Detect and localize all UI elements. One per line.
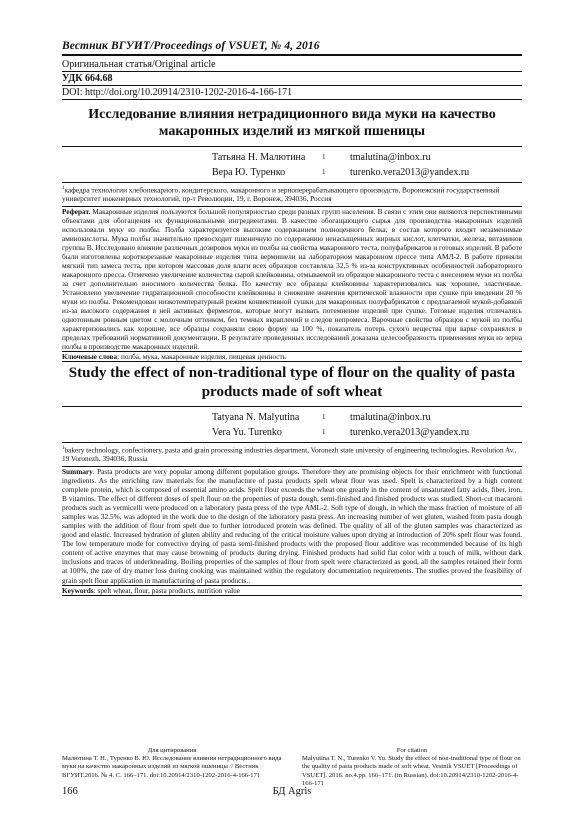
author-row bbox=[62, 150, 522, 165]
citation-heading: For citation bbox=[396, 747, 428, 754]
udk-code: УДК 664.68 bbox=[62, 73, 113, 84]
affiliation-english bbox=[62, 443, 522, 466]
keywords-label: Ключевые слова bbox=[62, 352, 118, 362]
author-superscript: 1 bbox=[322, 153, 326, 161]
affiliation-text: bakery technology, confectionery, pasta and grain processing industries department, Voronezh state university of engineering technologies, Revolution Av., 19 Voronezh, 394036, Russia bbox=[62, 445, 517, 464]
keywords-label: Keywords bbox=[62, 585, 94, 595]
title-russian: Исследование влияния нетрадиционного вида муки на качество макаронных изделий из мягкой пшеницы bbox=[88, 107, 496, 139]
affiliation-superscript: 1 bbox=[62, 186, 65, 191]
author-email[interactable]: turenko.vera2013@yandex.ru bbox=[350, 427, 470, 439]
divider bbox=[62, 361, 522, 362]
journal-header: Вестник ВГУИТ/Proceedings of VSUET, № 4, 2016 bbox=[62, 40, 320, 52]
affiliation-russian bbox=[62, 183, 522, 206]
abstract-label: Реферат. bbox=[62, 206, 91, 216]
abstract-text: . Pasta products are very popular among different population groups. Therefore they are promising objects for their enrichment with functional ingredients. As the enriching raw materials for the manufacture of pasta products spelt wheat flour was used. Spelt is characterized by a high content complete protein, which is composed of essential amino acids. Spelt flour exceeds the wheat one greatly in the content of unsaturated fatty acids, fiber, iron, B vitamins. The effect of different doses of spelt flour on the properties of pasta dough, semi-finished and finished products was studied. Short-cut macaroni products such as vermicelli were produced on a laboratory pasta press of the type AML-2. Soft type of dough, in which the mass fraction of moisture of all samples was 32.5%, was adopted in the work due to the design of the laboratory pasta press. An increasing number of wet gluten, washed from pasta dough samples with the addition of flour from spelt due to further introduced protein was defined. The quality of all of the gluten samples was characterized as good and elastic. Increased hydration of gluten ability and reducing of the critical moisture values upon drying at introduction of 20% spelt flour was found. The low temperature mode for convective drying of pasta semi-finished products with the proposed flour additive was recommended because of its high content of active enzymes that may cause browning of products during drying. Finished products had solid flat color with a touch of milk, without dark inclusions and traces of underkneading. Boiling properties of the samples of flour from spelt were characterized as good, all the samples retained their form at 100%, the rate of dry matter loss during cooking was maintained within the regulatory documentation requirements. The studies proved the feasibility of grain spelt flour application in manufacturing of pasta products.. bbox=[62, 466, 522, 585]
authors-russian bbox=[62, 147, 522, 182]
page-number: 166 bbox=[62, 786, 78, 797]
divider bbox=[62, 595, 522, 596]
citation-english bbox=[302, 747, 522, 788]
keywords-text: : spelt wheat, flour, pasta products, nutrition value bbox=[93, 585, 241, 595]
footer-agris: БД Agris bbox=[272, 786, 312, 797]
abstract-label: Summary bbox=[62, 466, 93, 476]
citation-block bbox=[62, 747, 522, 788]
author-name: Вера Ю. Туренко bbox=[212, 167, 286, 178]
author-email[interactable]: tmalutina@inbox.ru bbox=[350, 412, 431, 424]
keywords-text: : полба, мука, макаронные изделия, пищевая ценность bbox=[117, 352, 286, 362]
author-email[interactable]: tmalutina@inbox.ru bbox=[350, 152, 431, 163]
authors-english bbox=[62, 407, 522, 442]
author-row bbox=[62, 425, 522, 440]
affiliation-text: кафедра технологии хлебопекарного, кондитерского, макаронного и зерноперерабатывающего производств, Воронежский государственный университет инженерных технологий, пр-т Революции, 19, г. Воронеж, 394036, Россия bbox=[62, 185, 500, 204]
author-superscript: 1 bbox=[322, 168, 326, 176]
author-name: Татьяна Н. Малютина bbox=[212, 152, 306, 163]
title-english: Study the effect of non-traditional type of flour on the quality of pasta products made of soft wheat bbox=[68, 365, 516, 401]
citation-russian bbox=[62, 747, 282, 788]
author-superscript: 1 bbox=[322, 428, 326, 437]
author-name: Vera Yu. Turenko bbox=[212, 427, 282, 439]
author-email[interactable]: turenko.vera2013@yandex.ru bbox=[350, 167, 470, 178]
citation-text: Малютина Т. Н., Туренко В. Ю. Исследование влияния нетрадиционного вида муки на качество макаронных изделий из мягкой пшеницы // Вестник ВГУИТ.2016. № 4. С. 166–171. doi:10.20914/2310-1202-2016-4-166-171 bbox=[62, 755, 282, 779]
author-row bbox=[62, 410, 522, 425]
citation-heading: Для цитирования bbox=[147, 747, 197, 754]
header-rule bbox=[62, 54, 522, 56]
author-name: Tatyana N. Malyutina bbox=[212, 412, 300, 424]
affiliation-superscript: 1 bbox=[62, 446, 65, 452]
abstract-english bbox=[62, 467, 522, 585]
author-row bbox=[62, 165, 522, 180]
abstract-russian bbox=[62, 207, 522, 352]
divider bbox=[62, 99, 522, 100]
abstract-text: Макаронные изделия пользуются большой популярностью среди разных групп населения. В связи с этим они являются перспективными объектами для обогащения их функциональными ингредиентами. В качестве обогащающего сырья для производства макаронных изделий использовали муку из полбы. Полба характеризуется высоким содержанием полноценного белка, в состав которого входят незаменимые аминокислоты. Мука полбы значительно превосходит пшеничную по содержанию ненасыщенных жирных кислот, клетчатки, железа, витаминов группы В. Исследовано влияние различных дозировок муки из полбы на свойства макаронного теста, полуфабрикатов и готовых изделий. В работе были изготовлены короткорезаные макаронные изделия типа вермишели на лабораторном макаронном прессе типа АМЛ-2. В работе приняли мягкий тип замеса теста, при котором массовая доля влаги всех образцов составляла 32,5 % из-за конструктивных особенностей лабораторного макаронного пресса. Отмечено увеличение количества сырой клейковины, отмываемой из образцов макаронного теста с внесением муки из полбы за счет дополнительно вносимого количества белка. По качеству все образцы клейковины характеризовались как хорошие, эластичные. Установлено увеличение гидратационной способности клейковины и снижение значения критической влажности при сушке при введении 20 % муки из полбы. Рекомендован низкотемпературный режим конвективной сушки для макаронных полуфабрикатов с предлагаемой мукой-добавкой из-за высокого содержания в ней активных ферментов, которые могут вызвать потемнение изделий при сушке. Готовые изделия отличались однотонным ровным цветом с молочным оттенком, без темных вкраплений и следов непромеса. Варочные свойства образцов с мукой из полбы характеризовались как хорошие, все образцы сохраняли свою форму на 100 %, показатель потерь сухого вещества при варке сохранялся в пределах требований нормативной документации. В результате проведенных исследований доказана целесообразность применения муки из зерна полбы в производстве макаронных изделий. bbox=[62, 206, 522, 352]
article-page bbox=[62, 40, 522, 596]
doi-link[interactable]: DOI: http://doi.org/10.20914/2310-1202-2016-4-166-171 bbox=[62, 87, 293, 98]
article-type: Оригинальная статья/Original article bbox=[62, 59, 216, 70]
keywords-english bbox=[62, 586, 522, 595]
author-superscript: 1 bbox=[322, 413, 326, 422]
keywords-russian bbox=[62, 352, 522, 361]
citation-text: Malyutina T. N., Turenko V. Yu. Study the effect of non-traditional type of flour on the quality of pasta products made of soft wheat. Vestnik VSUET [Proceedings of VSUET]. 2016. no.4.pp. 166–171. (in Russian). doi:10.20914/2310-1202-2016-4-166-171 bbox=[302, 755, 521, 787]
